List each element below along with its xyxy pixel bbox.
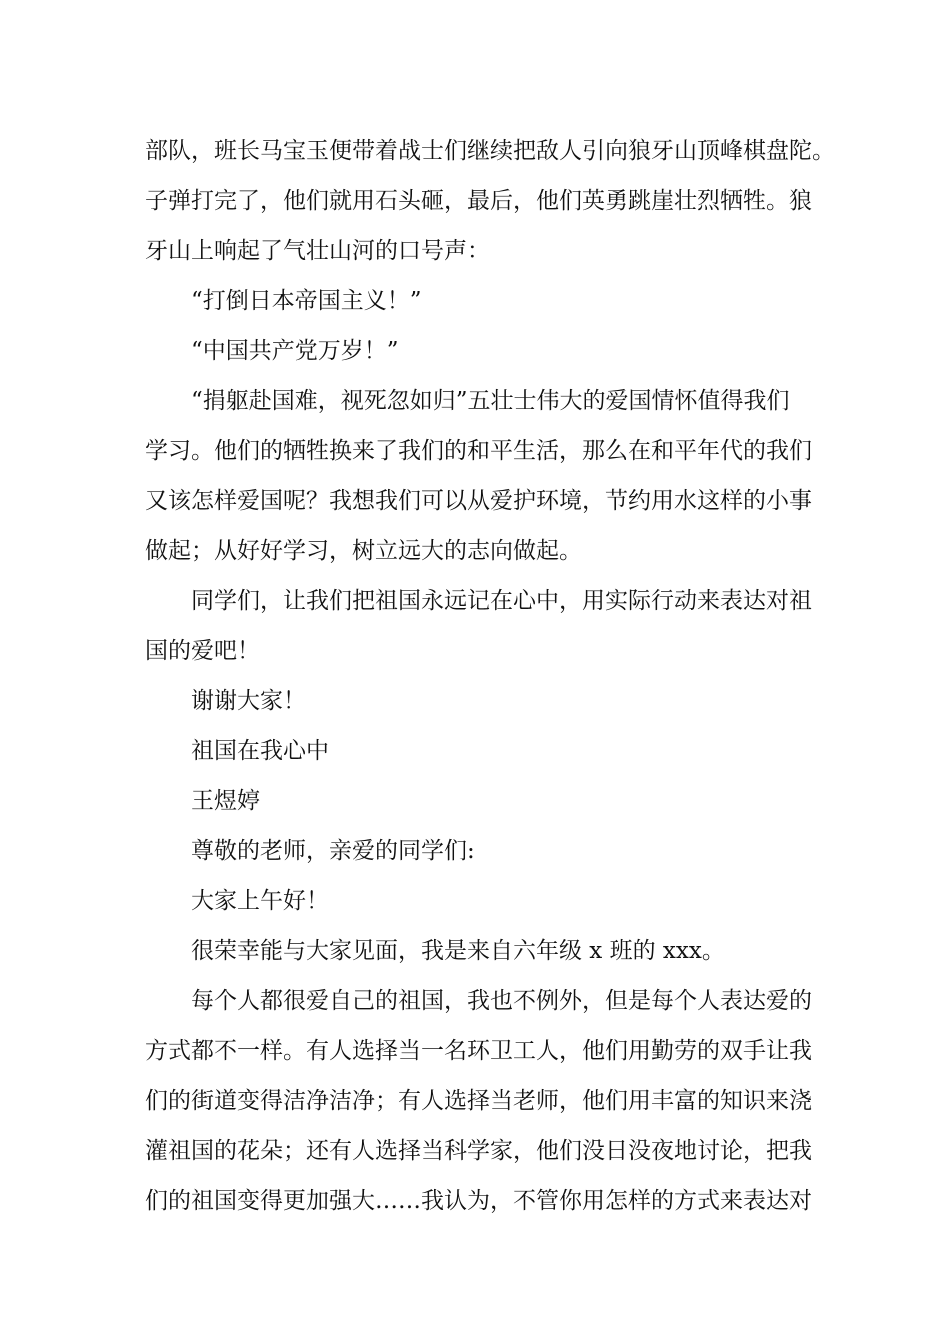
text-line: 很荣幸能与大家见面，我是来自六年级 x 班的 xxx。 xyxy=(191,938,725,964)
text-line: 部队，班长马宝玉便带着战士们继续把敌人引向狼牙山顶峰棋盘陀。 xyxy=(145,138,835,164)
document-body xyxy=(145,126,835,1226)
text-line: 方式都不一样。有人选择当一名环卫工人，他们用勤劳的双手让我 xyxy=(145,1038,812,1064)
text-line: 做起；从好好学习，树立远大的志向做起。 xyxy=(145,538,582,564)
text-line: 国的爱吧！ xyxy=(145,638,260,664)
text-line: 每个人都很爱自己的祖国，我也不例外，但是每个人表达爱的 xyxy=(191,988,812,1014)
text-line: 大家上午好！ xyxy=(191,888,329,914)
text-line: 同学们，让我们把祖国永远记在心中，用实际行动来表达对祖 xyxy=(191,588,812,614)
text-line: “打倒日本帝国主义！” xyxy=(191,288,422,314)
text-line: 又该怎样爱国呢？我想我们可以从爱护环境，节约用水这样的小事 xyxy=(145,488,812,514)
text-line: 们的街道变得洁净洁净；有人选择当老师，他们用丰富的知识来浇 xyxy=(145,1088,812,1114)
text-line: 尊敬的老师，亲爱的同学们: xyxy=(191,838,475,864)
text-line: 王煜婷 xyxy=(191,788,260,814)
text-line: “捐躯赴国难，视死忽如归”五壮士伟大的爱国情怀值得我们 xyxy=(191,388,790,414)
text-line: “中国共产党万岁！” xyxy=(191,338,399,364)
text-line: 牙山上响起了气壮山河的口号声： xyxy=(145,238,490,264)
text-line: 子弹打完了，他们就用石头砸，最后，他们英勇跳崖壮烈牺牲。狼 xyxy=(145,188,812,214)
text-line: 们的祖国变得更加强大……我认为，不管你用怎样的方式来表达对 xyxy=(145,1188,812,1214)
text-line: 学习。他们的牺牲换来了我们的和平生活，那么在和平年代的我们 xyxy=(145,438,812,464)
text-line: 祖国在我心中 xyxy=(191,738,329,764)
text-line: 谢谢大家！ xyxy=(191,688,306,714)
text-line: 灌祖国的花朵；还有人选择当科学家，他们没日没夜地讨论，把我 xyxy=(145,1138,812,1164)
